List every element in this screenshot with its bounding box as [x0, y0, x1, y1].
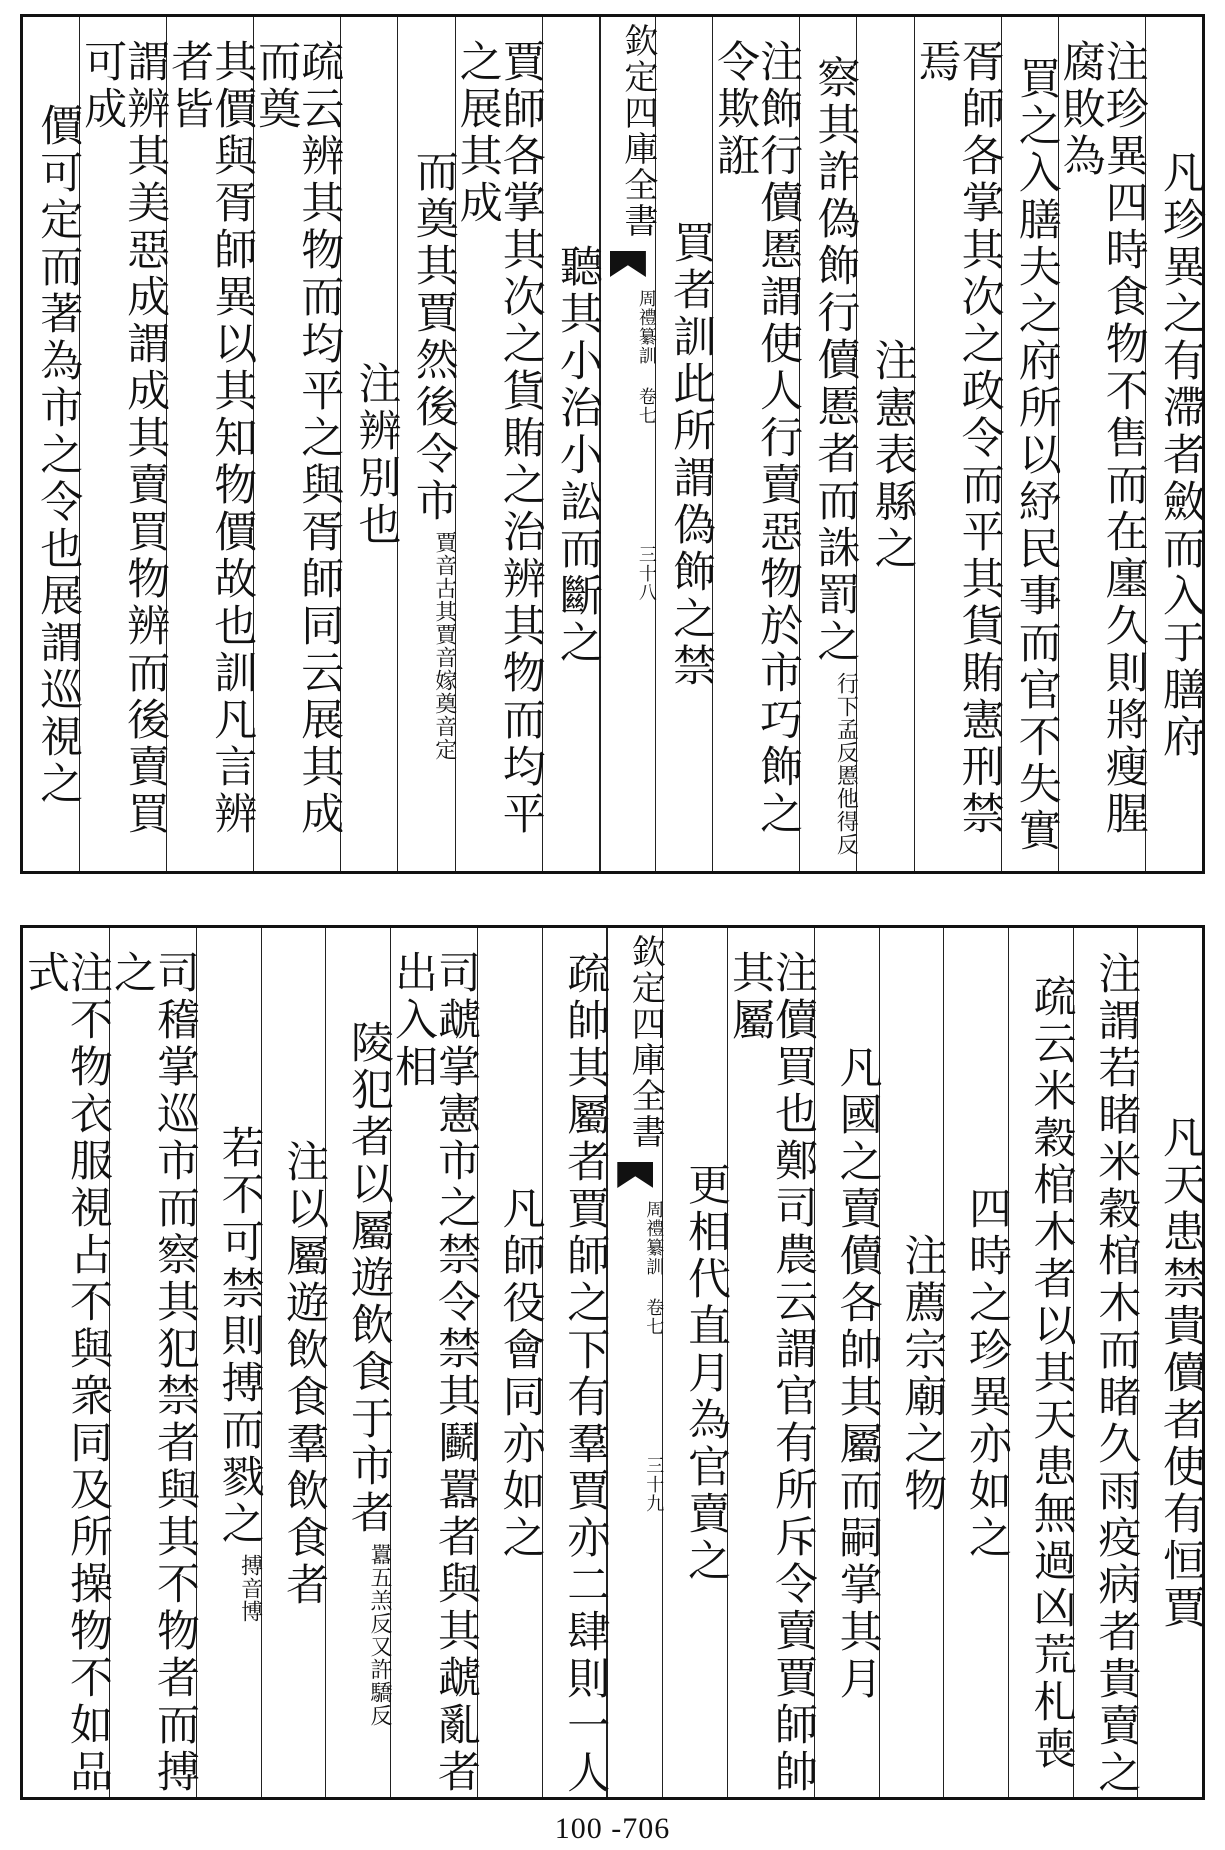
bottom-columns: [19, 928, 1206, 1797]
text-column: [262, 928, 330, 1797]
column-text: 察其詐偽飾行儥慝者而誅罰之: [810, 54, 861, 666]
column-text: 價可定而著為市之令也展謂巡視之: [33, 102, 84, 808]
text-column: [387, 928, 481, 1797]
top-columns: [23, 17, 1206, 871]
text-column: [815, 928, 883, 1797]
book-title: 欽定四庫全書: [625, 934, 666, 1150]
book-title: 欽定四庫全書: [617, 23, 658, 239]
text-column: [543, 928, 611, 1797]
column-text: 疏帥其屬者賈師之下有羣賈亦二肆則一人: [560, 950, 611, 1797]
pronunciation-note: 賈音古其賈音嫁奠音定: [431, 531, 457, 761]
column-text: 其價與胥師異以其知物價故也訓凡言辨者皆: [164, 39, 258, 838]
fish-tail-mark-icon: [610, 251, 646, 277]
column-text: 注辨別也: [351, 361, 402, 549]
column-text: 凡師役會同亦如之: [495, 1185, 546, 1562]
column-text: 若不可禁則搏而戮之: [214, 1124, 265, 1548]
text-column: [398, 17, 459, 871]
text-column: [452, 17, 546, 871]
top-page-panel: [20, 14, 1205, 874]
text-column: [944, 928, 1012, 1797]
column-text: 謂辨其美惡成謂成其賣買物辨而後賣買可成: [77, 39, 171, 838]
column-text: 司虣掌憲市之禁令禁其鬬囂者與其虣亂者出入相: [387, 950, 481, 1796]
text-column: [1055, 17, 1149, 871]
text-column: [1074, 928, 1142, 1797]
column-text: 買之入膳夫之府所以紓民事而官不失實: [1011, 55, 1062, 855]
text-column: [23, 17, 84, 871]
page-number: 100 -706: [554, 1812, 671, 1845]
text-column: [1009, 928, 1077, 1797]
text-column: [341, 17, 402, 871]
column-text: 聽其小治小訟而斷之: [552, 243, 603, 667]
column-text: 凡珍異之有滯者斂而入于膳府: [1156, 149, 1206, 761]
column-text: 疏云米穀棺木者以其天患無過凶荒札喪: [1026, 974, 1077, 1773]
column-text: 買者訓此所謂偽飾之禁: [666, 220, 717, 690]
text-column: [880, 928, 948, 1797]
text-column: [543, 17, 603, 871]
column-text: 注不物衣服視占不與衆同及所操物不如品式: [19, 950, 113, 1796]
text-column: [106, 928, 200, 1797]
text-column: [724, 928, 818, 1797]
column-text: 注以屬遊飲食羣飲食者: [279, 1138, 330, 1609]
column-text: 注珍異四時食物不售而在廛久則將瘦腥腐敗為: [1055, 39, 1149, 838]
volume-label: 周禮纂訓 卷七: [635, 289, 657, 425]
folio-number: 三十九: [643, 1456, 665, 1513]
column-text: 注謂若睹米穀棺木而睹久雨疫病者貴賣之: [1091, 950, 1142, 1797]
column-text: 而奠其賈然後令市: [408, 149, 459, 525]
text-column: [710, 17, 804, 871]
text-column: [1002, 17, 1062, 871]
text-column: [663, 928, 731, 1797]
text-column: [1138, 928, 1206, 1797]
text-column: [19, 928, 113, 1797]
column-text: 凡國之賣儥各帥其屬而嗣掌其月: [832, 1044, 883, 1703]
center-fold-title: [607, 928, 666, 1797]
pronunciation-note: 囂五羔反又許驕反: [366, 1543, 392, 1727]
column-text: 凡天患禁貴儥者使有恒賈: [1156, 1115, 1206, 1632]
text-column: [1146, 17, 1206, 871]
column-text: 疏云辨其物而均平之與胥師同云展其成而奠: [251, 39, 345, 838]
pronunciation-note: 搏音博: [237, 1553, 263, 1623]
text-column: [911, 17, 1005, 871]
column-text: 賈師各掌其次之貨賄之治辨其物而均平之展其成: [452, 39, 546, 838]
folio-number: 三十八: [635, 545, 657, 602]
fish-tail-mark-icon: [617, 1162, 653, 1188]
text-column: [857, 17, 918, 871]
column-text: 胥師各掌其次之政令而平其貨賄憲刑禁焉: [911, 39, 1005, 838]
text-column: [800, 17, 861, 871]
text-column: [326, 928, 394, 1797]
bottom-page-panel: [20, 925, 1205, 1800]
pronunciation-note: 行下孟反慝他得反: [833, 671, 859, 856]
column-text: 陵犯者以屬遊飲食于市者: [343, 1020, 394, 1537]
text-column: [656, 17, 717, 871]
column-text: 注儥買也鄭司農云謂官有所斥令賣賈師帥其屬: [724, 950, 818, 1796]
text-column: [164, 17, 258, 871]
center-fold-title: [600, 17, 656, 871]
text-column: [251, 17, 345, 871]
spacer: [608, 1336, 662, 1456]
column-text: 更相代直月為官賣之: [680, 1162, 731, 1585]
volume-label: 周禮纂訓 卷七: [643, 1200, 665, 1336]
text-column: [77, 17, 171, 871]
column-text: 注薦宗廟之物: [897, 1232, 948, 1515]
column-text: 注憲表縣之: [867, 337, 918, 573]
column-text: 四時之珍異亦如之: [961, 1185, 1012, 1562]
column-text: 注飾行儥慝謂使人行賣惡物於市巧飾之令欺誑: [710, 39, 804, 838]
column-text: 司稽掌巡市而察其犯禁者與其不物者而搏之: [106, 950, 200, 1796]
spacer: [601, 425, 655, 545]
text-column: [478, 928, 546, 1797]
text-column: [197, 928, 265, 1797]
